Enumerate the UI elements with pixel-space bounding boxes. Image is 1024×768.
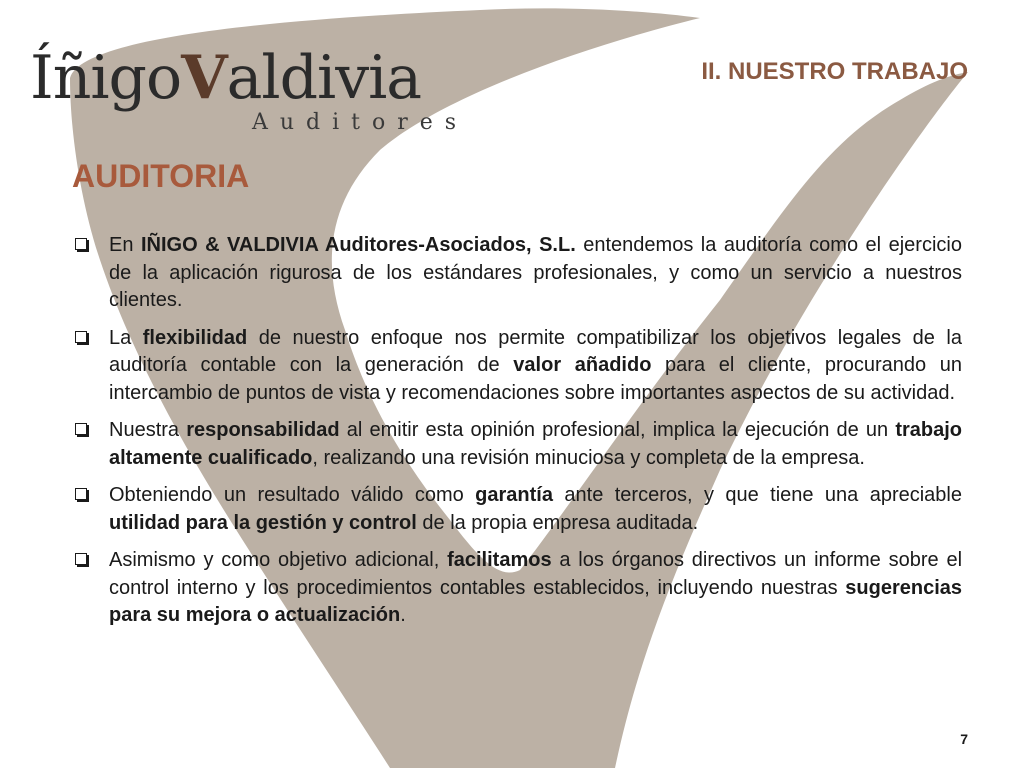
bullet-text-bold: responsabilidad — [186, 419, 340, 441]
bullet-text-bold: trabajo altamente cualificado — [109, 419, 963, 469]
checkbox-bullet-icon — [75, 331, 87, 343]
page-number: 7 — [960, 731, 968, 747]
bullet-text-bold: valor añadido — [513, 354, 652, 376]
bullet-text: de la propia empresa auditada. — [416, 511, 699, 534]
section-title: II. NUESTRO TRABAJO — [701, 58, 968, 85]
bullet-text-bold: sugerencias para su mejora o actualización — [109, 576, 962, 626]
logo-subtitle: Auditores — [252, 110, 469, 135]
logo-v-mark: V — [181, 43, 227, 113]
bullet-text: . — [400, 604, 406, 626]
logo-wordmark — [30, 38, 421, 118]
company-logo — [30, 38, 469, 138]
bullet-text: En — [109, 234, 141, 256]
bullet-text: al emitir esta opinión profesional, implica la ejecución de un — [339, 419, 896, 441]
bullet-text: de nuestro enfoque nos permite compatibilizar los objetivos legales de la auditoría contable con la generación de — [109, 326, 962, 376]
bullet-text: La — [109, 326, 143, 349]
page-title: AUDITORIA — [72, 158, 250, 194]
bullet-text-bold: IÑIGO & VALDIVIA Auditores-Asociados, S.L. — [140, 234, 576, 256]
bullet-text: Asimismo y como objetivo adicional, — [109, 549, 448, 571]
logo-prefix: Íñigo — [30, 43, 182, 113]
bullet-text-bold: flexibilidad — [142, 326, 248, 349]
bullet-text-bold: garantía — [475, 484, 553, 506]
bullet-item — [72, 325, 962, 408]
bullet-item — [72, 232, 962, 315]
bullet-text: entendemos la auditoría como el ejercicio de la aplicación rigurosa de los estándares profesionales, y como un servicio a nuestros clientes. — [109, 234, 962, 311]
bullet-text: a los órganos directivos un informe sobre el control interno y los procedimientos contables establecidos, incluyendo nuestras — [109, 549, 963, 599]
bullet-text-bold: facilitamos — [447, 549, 552, 571]
bullet-item — [72, 417, 962, 472]
bullet-text: , realizando una revisión minuciosa y completa de la empresa. — [312, 446, 865, 469]
bullet-item — [72, 547, 962, 630]
bullet-text: para el cliente, procurando un intercambio de puntos de vista y recomendaciones sobre importantes aspectos de su actividad. — [109, 354, 963, 404]
bullet-list — [72, 232, 962, 640]
checkbox-bullet-icon — [75, 238, 87, 250]
bullet-item — [72, 482, 962, 537]
bullet-text: ante terceros, y que tiene una apreciable — [552, 484, 962, 506]
checkbox-bullet-icon — [75, 488, 87, 500]
bullet-text: Obteniendo un resultado válido como — [109, 484, 476, 506]
checkbox-bullet-icon — [75, 553, 87, 565]
logo-suffix: aldivia — [226, 43, 422, 113]
checkbox-bullet-icon — [75, 423, 87, 435]
bullet-text-bold: utilidad para la gestión y control — [109, 511, 417, 534]
bullet-text: Nuestra — [109, 419, 187, 441]
